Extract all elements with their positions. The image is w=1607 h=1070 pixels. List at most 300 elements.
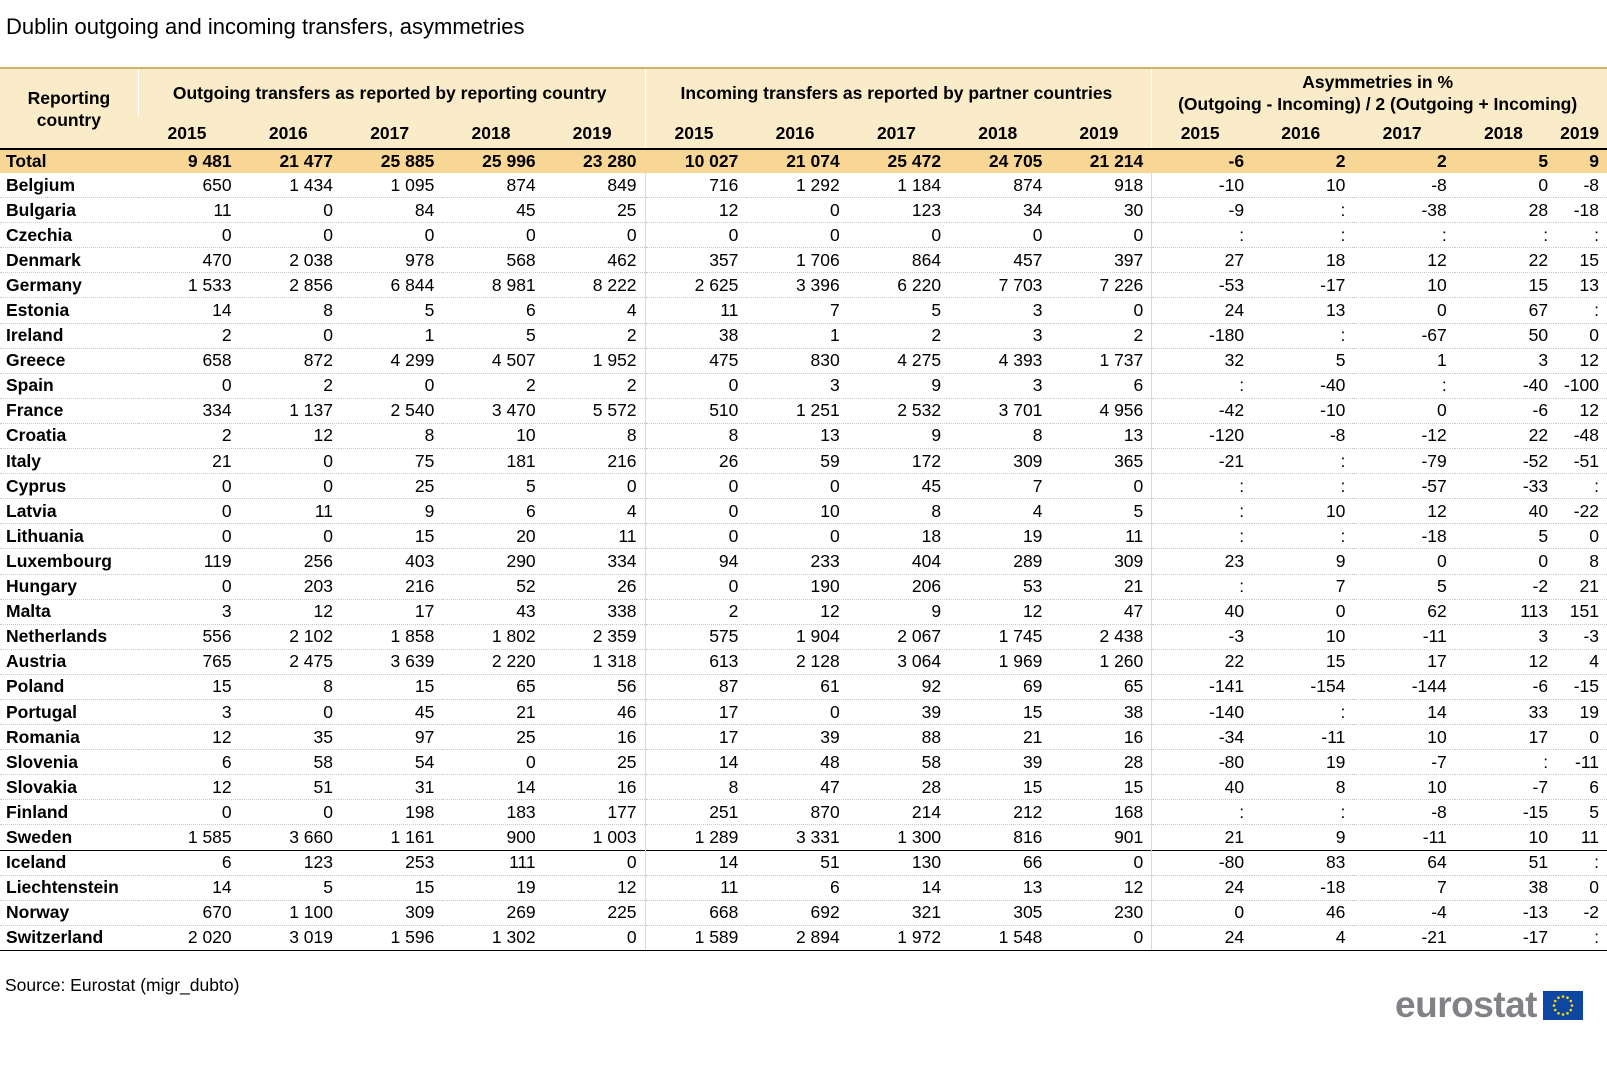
- table-row: [0, 323, 1607, 348]
- table-cell: 8: [240, 298, 341, 323]
- table-cell: -79: [1353, 449, 1454, 474]
- table-cell: -21: [1353, 925, 1454, 950]
- table-cell: 5 572: [544, 398, 645, 423]
- table-cell: 13: [949, 875, 1050, 900]
- table-cell: :: [1353, 373, 1454, 398]
- table-cell: 87: [645, 674, 746, 699]
- table-cell: 1 548: [949, 925, 1050, 950]
- table-cell: 0: [1556, 323, 1607, 348]
- table-cell: 26: [645, 449, 746, 474]
- table-cell: 3 331: [746, 825, 847, 850]
- table-cell: 3 701: [949, 398, 1050, 423]
- table-row: [0, 499, 1607, 524]
- table-cell: -13: [1455, 900, 1556, 925]
- table-cell: 8: [848, 499, 949, 524]
- table-cell: :: [1252, 198, 1353, 223]
- table-cell: -42: [1152, 398, 1252, 423]
- table-cell: 39: [848, 699, 949, 724]
- table-cell: 75: [341, 449, 442, 474]
- table-cell: 1 585: [138, 825, 239, 850]
- table-row: [0, 649, 1607, 674]
- table-cell: 290: [442, 549, 543, 574]
- country-name: Cyprus: [0, 474, 138, 499]
- table-cell: 7 703: [949, 273, 1050, 298]
- table-cell: -15: [1556, 674, 1607, 699]
- table-cell: 3 660: [240, 825, 341, 850]
- table-cell: 34: [949, 198, 1050, 223]
- table-cell: 177: [544, 800, 645, 825]
- table-row: [0, 825, 1607, 850]
- table-cell: -18: [1252, 875, 1353, 900]
- table-cell: 2 359: [544, 624, 645, 649]
- table-cell: 0: [240, 800, 341, 825]
- table-cell: -6: [1152, 149, 1252, 173]
- table-cell: 575: [645, 624, 746, 649]
- table-cell: 5: [1455, 149, 1556, 173]
- table-cell: 18: [1252, 248, 1353, 273]
- table-cell: -7: [1455, 775, 1556, 800]
- table-cell: 1 292: [746, 173, 847, 198]
- country-name: Latvia: [0, 499, 138, 524]
- table-cell: 5: [442, 474, 543, 499]
- table-cell: 30: [1050, 198, 1151, 223]
- table-cell: 6 844: [341, 273, 442, 298]
- flag-star: [1569, 1008, 1572, 1011]
- table-cell: 3: [138, 699, 239, 724]
- header-year: 2018: [442, 117, 543, 149]
- table-cell: 8: [1252, 775, 1353, 800]
- table-cell: 668: [645, 900, 746, 925]
- table-cell: 0: [138, 524, 239, 549]
- table-cell: 0: [1353, 549, 1454, 574]
- table-row: [0, 699, 1607, 724]
- table-cell: 2 438: [1050, 624, 1151, 649]
- table-cell: 650: [138, 173, 239, 198]
- table-cell: 1: [746, 323, 847, 348]
- table-cell: 1 251: [746, 398, 847, 423]
- table-cell: 21: [1050, 574, 1151, 599]
- table-cell: 27: [1152, 248, 1252, 273]
- table-cell: 19: [1556, 699, 1607, 724]
- table-cell: 19: [442, 875, 543, 900]
- table-cell: 5: [1556, 800, 1607, 825]
- country-name: Norway: [0, 900, 138, 925]
- table-cell: 10 027: [645, 149, 746, 173]
- table-row: [0, 373, 1607, 398]
- table-row: [0, 398, 1607, 423]
- table-cell: 0: [645, 499, 746, 524]
- table-cell: 9: [1252, 825, 1353, 850]
- table-cell: 21: [1556, 574, 1607, 599]
- table-cell: -40: [1455, 373, 1556, 398]
- table-cell: 475: [645, 348, 746, 373]
- table-cell: 6: [138, 850, 239, 875]
- table-row: [0, 624, 1607, 649]
- country-name: Estonia: [0, 298, 138, 323]
- table-cell: 6: [1050, 373, 1151, 398]
- table-cell: -15: [1455, 800, 1556, 825]
- table-cell: 4: [544, 298, 645, 323]
- table-cell: 94: [645, 549, 746, 574]
- table-cell: 32: [1152, 348, 1252, 373]
- table-cell: 2 540: [341, 398, 442, 423]
- table-cell: 2 102: [240, 624, 341, 649]
- table-cell: 43: [442, 599, 543, 624]
- table-cell: 2: [442, 373, 543, 398]
- table-cell: 874: [442, 173, 543, 198]
- table-cell: 0: [1353, 398, 1454, 423]
- table-row: [0, 524, 1607, 549]
- table-cell: 1 972: [848, 925, 949, 950]
- table-cell: 0: [442, 750, 543, 775]
- table-cell: :: [1152, 223, 1252, 248]
- table-cell: 0: [240, 524, 341, 549]
- table-cell: 2 856: [240, 273, 341, 298]
- table-cell: 15: [949, 699, 1050, 724]
- table-cell: 870: [746, 800, 847, 825]
- table-cell: 17: [341, 599, 442, 624]
- table-cell: 0: [240, 223, 341, 248]
- table-cell: 11: [240, 499, 341, 524]
- country-name: Netherlands: [0, 624, 138, 649]
- table-row: [0, 900, 1607, 925]
- table-cell: 183: [442, 800, 543, 825]
- table-cell: 21: [1152, 825, 1252, 850]
- country-name: Iceland: [0, 850, 138, 875]
- country-name: Portugal: [0, 699, 138, 724]
- table-cell: 670: [138, 900, 239, 925]
- table-cell: 14: [138, 875, 239, 900]
- table-cell: 872: [240, 348, 341, 373]
- table-cell: 0: [1455, 173, 1556, 198]
- table-cell: -144: [1353, 674, 1454, 699]
- table-row: [0, 173, 1607, 198]
- table-cell: 1 100: [240, 900, 341, 925]
- table-cell: 613: [645, 649, 746, 674]
- table-row: [0, 875, 1607, 900]
- table-cell: 58: [848, 750, 949, 775]
- table-cell: -11: [1353, 624, 1454, 649]
- flag-star: [1562, 995, 1565, 998]
- country-name: Finland: [0, 800, 138, 825]
- table-cell: 19: [1252, 750, 1353, 775]
- table-cell: 97: [341, 725, 442, 750]
- table-cell: 23 280: [544, 149, 645, 173]
- table-cell: 901: [1050, 825, 1151, 850]
- table-cell: 45: [341, 699, 442, 724]
- table-cell: 8: [645, 423, 746, 448]
- table-cell: -2: [1556, 900, 1607, 925]
- table-cell: 11: [544, 524, 645, 549]
- table-cell: 14: [645, 850, 746, 875]
- table-cell: 6: [138, 750, 239, 775]
- table-cell: 14: [1353, 699, 1454, 724]
- table-cell: -21: [1152, 449, 1252, 474]
- table-cell: 28: [1050, 750, 1151, 775]
- table-cell: 9 481: [138, 149, 239, 173]
- table-cell: 3: [746, 373, 847, 398]
- table-cell: 11: [1050, 524, 1151, 549]
- table-cell: 38: [1050, 699, 1151, 724]
- table-cell: 0: [645, 373, 746, 398]
- table-cell: 0: [138, 223, 239, 248]
- table-cell: :: [1152, 474, 1252, 499]
- table-cell: 0: [746, 474, 847, 499]
- table-cell: 14: [645, 750, 746, 775]
- table-cell: 54: [341, 750, 442, 775]
- table-cell: 19: [949, 524, 1050, 549]
- country-name: Hungary: [0, 574, 138, 599]
- table-cell: 0: [544, 223, 645, 248]
- table-cell: -4: [1353, 900, 1454, 925]
- table-cell: 11: [645, 875, 746, 900]
- table-cell: 2: [1252, 149, 1353, 173]
- country-name: Czechia: [0, 223, 138, 248]
- table-cell: 172: [848, 449, 949, 474]
- table-cell: 0: [240, 323, 341, 348]
- table-cell: 12: [1556, 348, 1607, 373]
- table-cell: 84: [341, 198, 442, 223]
- country-name: Belgium: [0, 173, 138, 198]
- total-row: [0, 149, 1607, 173]
- table-cell: -40: [1252, 373, 1353, 398]
- table-cell: 0: [544, 474, 645, 499]
- table-cell: 2: [240, 373, 341, 398]
- table-row: [0, 449, 1607, 474]
- table-cell: 10: [746, 499, 847, 524]
- table-cell: 9: [848, 423, 949, 448]
- table-cell: 10: [1252, 173, 1353, 198]
- table-cell: 338: [544, 599, 645, 624]
- table-cell: 1 300: [848, 825, 949, 850]
- table-cell: 14: [138, 298, 239, 323]
- table-cell: 13: [1252, 298, 1353, 323]
- table-cell: 24: [1152, 875, 1252, 900]
- table-cell: 2: [848, 323, 949, 348]
- table-cell: 253: [341, 850, 442, 875]
- table-cell: -67: [1353, 323, 1454, 348]
- table-cell: 21 074: [746, 149, 847, 173]
- table-cell: 21: [138, 449, 239, 474]
- table-cell: 1 161: [341, 825, 442, 850]
- table-row: [0, 474, 1607, 499]
- table-cell: :: [1152, 373, 1252, 398]
- table-cell: 21 477: [240, 149, 341, 173]
- table-cell: 309: [1050, 549, 1151, 574]
- table-cell: 35: [240, 725, 341, 750]
- table-cell: 25: [544, 198, 645, 223]
- table-cell: 17: [1353, 649, 1454, 674]
- table-cell: :: [1152, 524, 1252, 549]
- table-cell: -9: [1152, 198, 1252, 223]
- table-row: [0, 925, 1607, 950]
- table-cell: -38: [1353, 198, 1454, 223]
- table-cell: 92: [848, 674, 949, 699]
- table-cell: 900: [442, 825, 543, 850]
- table-cell: 2: [544, 373, 645, 398]
- table-cell: 65: [1050, 674, 1151, 699]
- table-cell: 25 472: [848, 149, 949, 173]
- table-row: [0, 198, 1607, 223]
- table-cell: 9: [1252, 549, 1353, 574]
- table-cell: 40: [1152, 599, 1252, 624]
- table-cell: 61: [746, 674, 847, 699]
- table-cell: -33: [1455, 474, 1556, 499]
- table-cell: 309: [341, 900, 442, 925]
- table-cell: 6: [442, 298, 543, 323]
- table-cell: 46: [544, 699, 645, 724]
- source-note: Source: Eurostat (migr_dubto): [5, 975, 240, 995]
- logo-text: eurostat: [1395, 984, 1537, 1025]
- table-cell: 123: [240, 850, 341, 875]
- table-cell: 0: [1556, 725, 1607, 750]
- table-cell: 2: [138, 323, 239, 348]
- table-cell: 321: [848, 900, 949, 925]
- country-name: Germany: [0, 273, 138, 298]
- table-cell: -53: [1152, 273, 1252, 298]
- table-cell: 357: [645, 248, 746, 273]
- table-cell: 46: [1252, 900, 1353, 925]
- table-cell: 38: [1455, 875, 1556, 900]
- table-cell: 457: [949, 248, 1050, 273]
- country-name: Spain: [0, 373, 138, 398]
- table-cell: 692: [746, 900, 847, 925]
- table-cell: 15: [1556, 248, 1607, 273]
- table-cell: 16: [544, 725, 645, 750]
- table-cell: 1 302: [442, 925, 543, 950]
- table-cell: 765: [138, 649, 239, 674]
- table-cell: -100: [1556, 373, 1607, 398]
- header-year: 2018: [949, 117, 1050, 149]
- flag-star: [1554, 999, 1557, 1002]
- table-cell: 23: [1152, 549, 1252, 574]
- country-name: Romania: [0, 725, 138, 750]
- header-asymmetries: [1152, 68, 1607, 117]
- table-cell: 18: [848, 524, 949, 549]
- table-cell: -120: [1152, 423, 1252, 448]
- table-cell: 1 858: [341, 624, 442, 649]
- table-cell: -80: [1152, 750, 1252, 775]
- table-cell: 365: [1050, 449, 1151, 474]
- table-cell: 12: [746, 599, 847, 624]
- table-cell: 53: [949, 574, 1050, 599]
- table-cell: :: [1252, 800, 1353, 825]
- table-cell: 1 904: [746, 624, 847, 649]
- table-cell: 716: [645, 173, 746, 198]
- table-cell: 7: [949, 474, 1050, 499]
- table-cell: 216: [341, 574, 442, 599]
- table-cell: :: [1556, 223, 1607, 248]
- table-cell: 25 996: [442, 149, 543, 173]
- table-cell: 1: [1353, 348, 1454, 373]
- table-cell: 8 222: [544, 273, 645, 298]
- table-cell: :: [1152, 800, 1252, 825]
- table-cell: 0: [1556, 875, 1607, 900]
- table-cell: 25: [442, 725, 543, 750]
- table-cell: 11: [138, 198, 239, 223]
- table-cell: 168: [1050, 800, 1151, 825]
- table-cell: -8: [1252, 423, 1353, 448]
- table-cell: 123: [848, 198, 949, 223]
- table-cell: 45: [442, 198, 543, 223]
- country-name: Lithuania: [0, 524, 138, 549]
- table-cell: 251: [645, 800, 746, 825]
- country-name: Switzerland: [0, 925, 138, 950]
- country-name: Poland: [0, 674, 138, 699]
- table-cell: 31: [341, 775, 442, 800]
- table-cell: -51: [1556, 449, 1607, 474]
- table-cell: 2 532: [848, 398, 949, 423]
- table-cell: 4 299: [341, 348, 442, 373]
- table-cell: 0: [544, 925, 645, 950]
- table-cell: 28: [1455, 198, 1556, 223]
- table-cell: 289: [949, 549, 1050, 574]
- table-cell: 22: [1455, 423, 1556, 448]
- table-cell: 4 507: [442, 348, 543, 373]
- table-cell: 59: [746, 449, 847, 474]
- table-cell: 0: [240, 449, 341, 474]
- table-cell: 0: [645, 524, 746, 549]
- table-cell: -141: [1152, 674, 1252, 699]
- table-cell: 3: [949, 373, 1050, 398]
- table-cell: 190: [746, 574, 847, 599]
- table-cell: 11: [645, 298, 746, 323]
- table-cell: 48: [746, 750, 847, 775]
- table-cell: 40: [1455, 499, 1556, 524]
- header-year: 2019: [1050, 117, 1151, 149]
- table-cell: 1 737: [1050, 348, 1151, 373]
- table-cell: 0: [1050, 850, 1151, 875]
- data-table: [0, 67, 1607, 951]
- table-cell: 2 020: [138, 925, 239, 950]
- table-cell: 0: [1050, 223, 1151, 248]
- table-cell: 17: [645, 699, 746, 724]
- table-cell: 0: [746, 699, 847, 724]
- flag-star: [1557, 996, 1560, 999]
- table-cell: -6: [1455, 674, 1556, 699]
- table-cell: 198: [341, 800, 442, 825]
- country-name: Greece: [0, 348, 138, 373]
- table-cell: 9: [848, 599, 949, 624]
- table-cell: 15: [949, 775, 1050, 800]
- table-cell: -34: [1152, 725, 1252, 750]
- table-cell: 8: [1556, 549, 1607, 574]
- table-cell: -18: [1353, 524, 1454, 549]
- table-cell: 0: [341, 373, 442, 398]
- table-cell: 25: [341, 474, 442, 499]
- table-cell: 67: [1455, 298, 1556, 323]
- table-cell: 3: [138, 599, 239, 624]
- table-cell: 2: [544, 323, 645, 348]
- table-cell: :: [1556, 474, 1607, 499]
- table-cell: 4: [949, 499, 1050, 524]
- table-row: [0, 423, 1607, 448]
- table-cell: 470: [138, 248, 239, 273]
- table-cell: 0: [949, 223, 1050, 248]
- table-cell: 1 706: [746, 248, 847, 273]
- flag-star: [1562, 1013, 1565, 1016]
- table-cell: 3 639: [341, 649, 442, 674]
- table-cell: 0: [138, 574, 239, 599]
- flag-star: [1557, 1011, 1560, 1014]
- table-cell: 874: [949, 173, 1050, 198]
- table-cell: :: [1455, 223, 1556, 248]
- table-cell: 12: [1353, 499, 1454, 524]
- table-cell: -3: [1152, 624, 1252, 649]
- table-cell: 0: [138, 474, 239, 499]
- table-cell: 17: [645, 725, 746, 750]
- country-name: Bulgaria: [0, 198, 138, 223]
